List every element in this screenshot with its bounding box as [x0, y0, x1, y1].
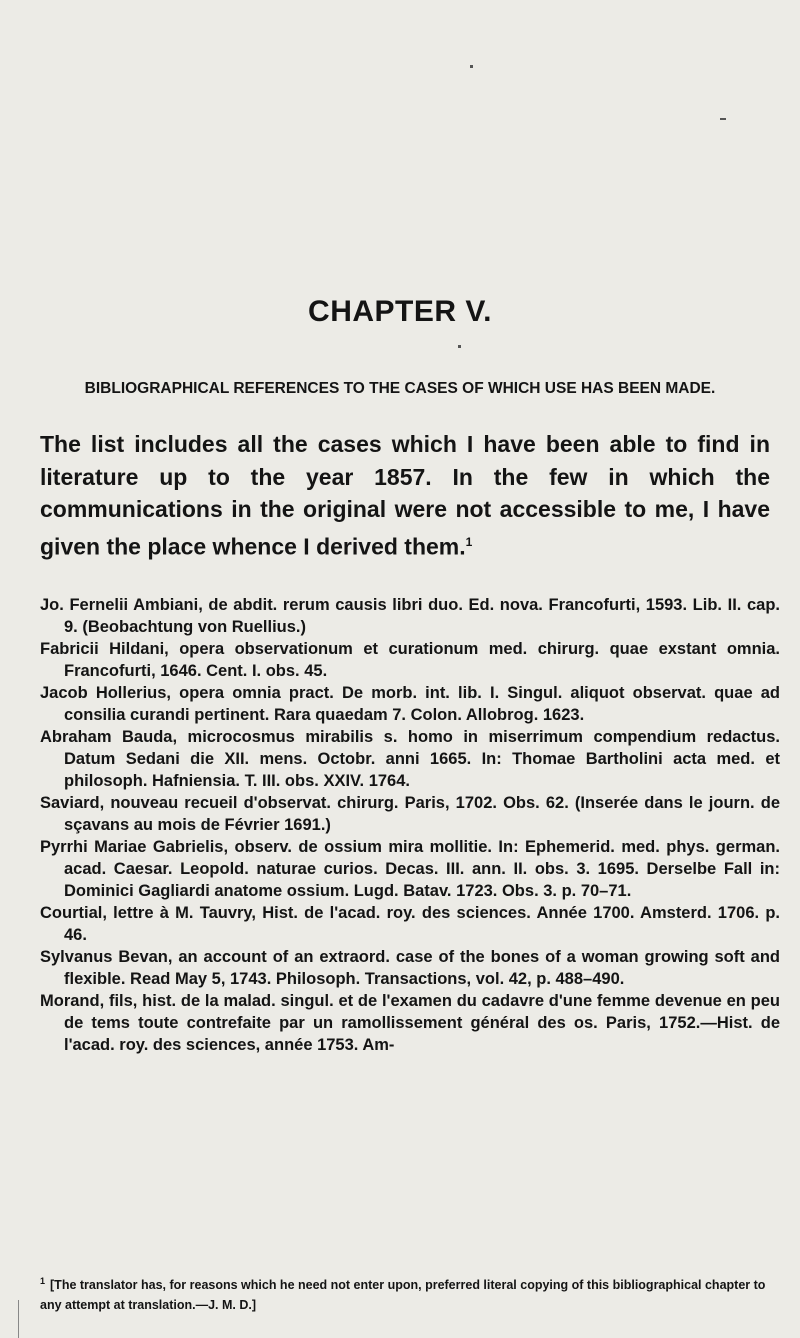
scan-speck: [470, 65, 473, 68]
intro-paragraph: [40, 428, 770, 563]
reference-entry: Pyrrhi Mariae Gabrielis, observ. de ossium mira mollitie. In: Ephemerid. med. phys. german. acad. Caesar. Leopold. naturae curios. Decas. III. ann. II. obs. 3. 1695. Derselbe Fall in: Dominici Gagliardi anatome ossium. Lugd. Batav. 1723. Obs. 3. p. 70–71.: [40, 838, 780, 900]
reference-entry: Saviard, nouveau recueil d'observat. chirurg. Paris, 1702. Obs. 62. (Inserée dans le journ. de sçavans au mois de Février 1691.): [40, 794, 780, 834]
footnote-reference: 1: [465, 534, 473, 549]
reference-entry: Courtial, lettre à M. Tauvry, Hist. de l'acad. roy. des sciences. Année 1700. Amsterd. 1706. p. 46.: [40, 904, 780, 944]
scan-speck: [720, 118, 726, 120]
reference-entry: Morand, fils, hist. de la malad. singul. et de l'examen du cadavre d'une femme devenue en peu de tems toute contrefaite par un ramollissement général des os. Paris, 1752.—Hist. de l'acad. roy. des sciences, année 1753. Am-: [40, 992, 780, 1054]
reference-entry: Jacob Hollerius, opera omnia pract. De morb. int. lib. I. Singul. aliquot observat. quae ad consilia curandi pertinent. Rara quaedam 7. Colon. Allobrog. 1623.: [40, 684, 780, 724]
reference-entry: Abraham Bauda, microcosmus mirabilis s. homo in miserrimum compendium redactus. Datum Sedani die XII. mens. Octobr. anni 1665. In: Thomae Bartholini acta med. et philosoph. Hafniensia. T. III. obs. XXIV. 1764.: [40, 728, 780, 790]
scan-streak: [18, 1300, 19, 1338]
footnote: [40, 1271, 780, 1315]
chapter-subtitle: BIBLIOGRAPHICAL REFERENCES TO THE CASES OF WHICH USE HAS BEEN MADE.: [84, 380, 716, 397]
scan-speck: [458, 345, 461, 348]
reference-entry: Sylvanus Bevan, an account of an extraord. case of the bones of a woman growing soft and flexible. Read May 5, 1743. Philosoph. Transactions, vol. 42, p. 488–490.: [40, 948, 780, 988]
reference-entry: Jo. Fernelii Ambiani, de abdit. rerum causis libri duo. Ed. nova. Francofurti, 1593. Lib. II. cap. 9. (Beobachtung von Ruellius.): [40, 596, 780, 636]
reference-list: [40, 594, 780, 1056]
footnote-marker: 1: [40, 1276, 46, 1286]
intro-text: The list includes all the cases which I have been able to find in literature up to the year 1857. In the few in which the communications in the original were not accessible to me, I have given the place whence I derived them.: [40, 431, 770, 560]
chapter-title: CHAPTER V.: [308, 295, 492, 328]
reference-entry: Fabricii Hildani, opera observationum et curationum med. chirurg. quae exstant omnia. Francofurti, 1646. Cent. I. obs. 45.: [40, 640, 780, 680]
footnote-text: [The translator has, for reasons which he need not enter upon, preferred literal copying of this bibliographical chapter to any attempt at translation.—J. M. D.]: [40, 1278, 766, 1313]
